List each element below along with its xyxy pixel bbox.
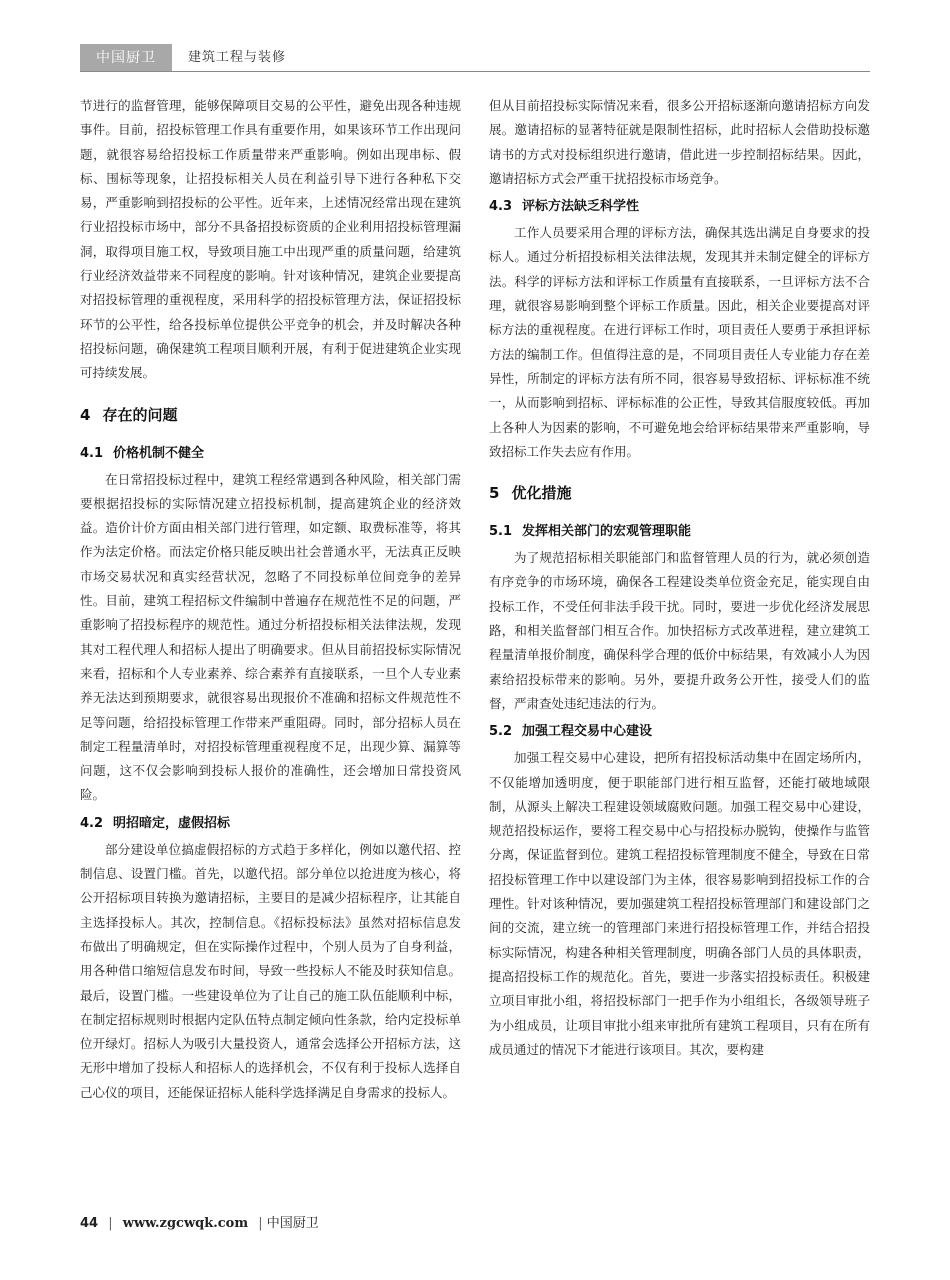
page-footer <box>80 1214 319 1234</box>
heading-number: 5.1 <box>489 524 513 540</box>
heading-4-2 <box>80 812 461 836</box>
left-column <box>80 94 461 1105</box>
heading-title: 明招暗定，虚假招标 <box>113 815 231 831</box>
heading-4-3 <box>489 195 870 219</box>
section-label: 建筑工程与装修 <box>188 50 287 65</box>
footer-brand: 中国厨卫 <box>266 1216 319 1231</box>
journal-brand: 中国厨卫 <box>80 44 172 72</box>
paragraph-5-1: 为了规范招标相关职能部门和监督管理人员的行为，就必须创造有序竞争的市场环境，确保各工程建设类单位资金充足，能实现自由投标工作，不受任何非法手段干扰。同时，要进一步优化经济发展思路，和相关监督部门相互合作。加快招标方式改革进程，建立建筑工程量清单报价制度，确保科学合理的低价中标结果，有效减小人为因素给招投标带来的影响。另外，要提升政务公开性，接受人们的监督，严肃查处违纪违法的行为。 <box>489 550 870 711</box>
heading-title: 加强工程交易中心建设 <box>522 724 653 740</box>
page-number: 44 <box>80 1216 99 1231</box>
heading-4 <box>80 402 461 428</box>
heading-5 <box>489 480 870 506</box>
header-rule <box>80 71 870 72</box>
heading-5-2 <box>489 720 870 744</box>
heading-4-1 <box>80 442 461 466</box>
heading-title: 优化措施 <box>511 484 572 503</box>
paragraph-4-1: 在日常招投标过程中，建筑工程经常遇到各种风险，相关部门需要根据招投标的实际情况建立招投标机制，提高建筑企业的经济效益。造价计价方面由相关部门进行管理，如定额、取费标准等，将其作为法定价格。而法定价格只能反映出社会普通水平，无法真正反映市场交易状况和真实经营状况，忽略了不同投标单位间竞争的差异性。目前，建筑工程招标文件编制中普遍存在规范性不足的问题，严重影响了招投标程序的规范性。通过分析招投标相关法律法规，发现其对工程代理人和招标人提出了明确要求。但从目前招投标实际情况来看，招标和个人专业素养、综合素养有直接联系，一旦个人专业素养无法达到预期要求，就很容易出现报价不准确和招标文件规范性不足等问题，给招投标管理工作带来严重阻碍。同时，部分招标人员在制定工程量清单时，对招投标管理重视程度不足，出现少算、漏算等问题，这不仅会影响到投标人报价的准确性，还会增加日常投资风险。 <box>80 471 461 803</box>
heading-title: 价格机制不健全 <box>113 445 205 461</box>
heading-number: 4.1 <box>80 445 104 461</box>
paragraph-5-2: 加强工程交易中心建设，把所有招投标活动集中在固定场所内，不仅能增加透明度，便于职能部门进行相互监督，还能打破地域限制，从源头上解决工程建设领域腐败问题。加强工程交易中心建设，规范招投标运作，要将工程交易中心与招投标办脱钩，使操作与监管分离，保证监督到位。建筑工程招投标管理制度不健全，导致在日常招投标管理工作中以建设部门为主体，很容易影响到招投标工作的合理性。针对该种情况，要加强建筑工程招投标管理部门和建设部门之间的交流，建立统一的管理部门来进行招投标管理工作，并结合招投标实际情况，构建各种相关管理制度，明确各部门人员的具体职责，提高招投标工作的规范化。首先，要进一步落实招投标责任。积极建立项目审批小组，将招投标部门一把手作为小组组长，各级领导班子为小组成员，让项目审批小组来审批所有建筑工程项目，只有在所有成员通过的情况下才能进行该项目。其次，要构建 <box>489 750 870 1057</box>
heading-title: 存在的问题 <box>102 405 178 424</box>
heading-number: 4 <box>80 405 91 424</box>
heading-5-1 <box>489 520 870 544</box>
heading-number: 4.3 <box>489 199 513 215</box>
paragraph-continued: 但从目前招投标实际情况来看，很多公开招标逐渐向邀请招标方向发展。邀请招标的显著特征就是限制性招标，此时招标人会借助投标邀请书的方式对投标组织进行邀请，借此进一步控制招标结果。因此，邀请招标方式会严重干扰招投标市场竞争。 <box>489 98 870 186</box>
footer-separator: | <box>258 1216 263 1231</box>
paragraph-4-3: 工作人员要采用合理的评标方法，确保其选出满足自身要求的投标人。通过分析招投标相关法律法规，发现其并未制定健全的评标方法。科学的评标方法和评标工作质量有直接联系，一旦评标方法不合理，就很容易影响到整个评标工作质量。因此，相关企业要提高对评标方法的重视程度。在进行评标工作时，项目责任人要勇于承担评标方法的编制工作。但值得注意的是，不同项目责任人专业能力存在差异性，所制定的评标方法有所不同，很容易导致招标、评标标准不统一，从而影响到招标、评标标准的公正性，导致其信服度较低。再加上各种人为因素的影响，不可避免地会给评标结果带来严重影响，导致招标工作失去应有作用。 <box>489 225 870 459</box>
heading-title: 发挥相关部门的宏观管理职能 <box>522 524 692 540</box>
paragraph-4-2: 部分建设单位搞虚假招标的方式趋于多样化，例如以邀代招、控制信息、设置门槛。首先，以邀代招。部分单位以抢进度为核心，将公开招标项目转换为邀请招标，主要目的是减少招标程序，让其能自主选择投标人。其次，控制信息。《招标投标法》虽然对招标信息发布做出了明确规定，但在实际操作过程中，个别人员为了自身利益，用各种借口缩短信息发布时间，导致一些投标人不能及时获知信息。最后，设置门槛。一些建设单位为了让自己的施工队伍能顺利中标，在制定招标规则时根据内定队伍特点制定倾向性条款，给内定投标单位开绿灯。招标人为吸引大量投资人，通常会选择公开招标方法，这无形中增加了投标人和招标人的选择机会，不仅有利于投标人选择自己心仪的项目，还能保证招标人能科学选择满足自身需求的投标人。 <box>80 841 461 1100</box>
page-header <box>80 44 870 72</box>
heading-number: 5.2 <box>489 724 513 740</box>
right-column <box>489 94 870 1062</box>
heading-number: 5 <box>489 484 500 503</box>
footer-url: www.zgcwqk.com <box>122 1216 249 1231</box>
heading-number: 4.2 <box>80 815 104 831</box>
footer-separator: | <box>108 1216 113 1231</box>
paragraph-intro: 节进行的监督管理，能够保障项目交易的公平性，避免出现各种违规事件。目前，招投标管理工作具有重要作用，如果该环节工作出现问题，就很容易给招投标工作质量带来严重影响。例如出现串标、假标、围标等现象，让招投标相关人员在利益引导下进行各种私下交易，严重影响到招投标的公平性。近年来，上述情况经常出现在建筑行业招投标市场中，部分不具备招投标资质的企业利用招投标管理漏洞，取得项目施工权，导致项目施工中出现严重的质量问题，给建筑行业经济效益带来不同程度的影响。针对该种情况，建筑企业要提高对招投标管理的重视程度，采用科学的招投标管理方法，保证招投标环节的公平性，给各投标单位提供公平竞争的机会，并及时解决各种招投标问题，确保建筑工程项目顺利开展，有利于促进建筑企业实现可持续发展。 <box>80 98 461 381</box>
heading-title: 评标方法缺乏科学性 <box>522 199 640 215</box>
